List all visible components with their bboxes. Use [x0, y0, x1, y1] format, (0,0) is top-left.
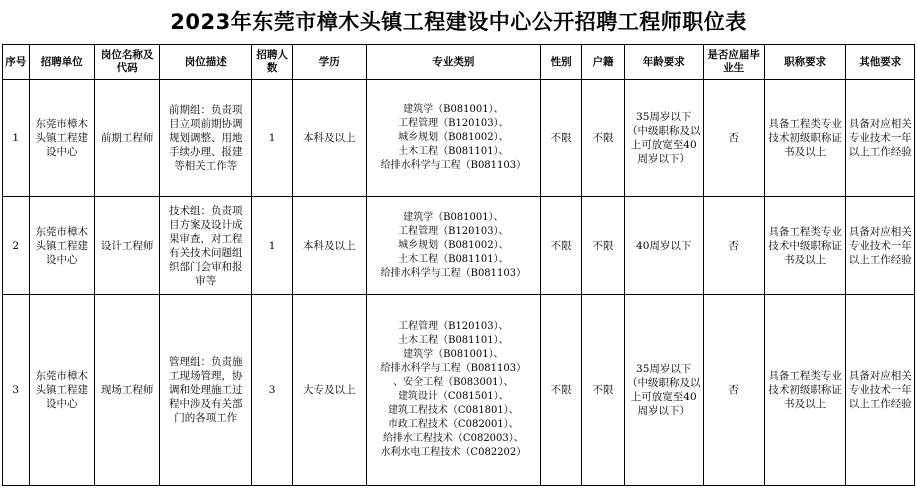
- header-unit: 招聘单位: [29, 45, 94, 80]
- header-age: 年龄要求: [624, 45, 703, 80]
- cell-age: 40周岁以下: [624, 197, 703, 295]
- cell-title-req: 具备工程类专业技术中级职称证书及以上: [764, 197, 846, 295]
- cell-seq: 3: [3, 295, 30, 486]
- cell-age: 35周岁以下（中级职称及以上可放宽至40周岁以下）: [624, 295, 703, 486]
- major-item: 水利水电工程技术（C082202）: [380, 447, 527, 458]
- header-seq: 序号: [3, 45, 30, 80]
- cell-major: [366, 80, 541, 197]
- cell-position: 现场工程师: [94, 295, 159, 486]
- cell-fresh: 否: [703, 197, 764, 295]
- cell-gender: 不限: [541, 295, 582, 486]
- major-item: 、安全工程（B083001）、: [393, 377, 514, 388]
- cell-major: [366, 197, 541, 295]
- major-item: 建筑学（B081001）、: [403, 104, 504, 115]
- header-fresh: 是否应届毕业生: [703, 45, 764, 80]
- major-item: 建筑学（B081001）、: [403, 211, 504, 223]
- cell-other: 具备对应相关专业技术一年以上工作经验: [846, 197, 915, 295]
- cell-desc: 管理组：负责施工现场管理，协调和处理施工过程中涉及有关部门的各项工作: [160, 295, 252, 486]
- cell-count: 1: [252, 80, 293, 197]
- cell-other: 具备对应相关专业技术一年以上工作经验: [846, 80, 915, 197]
- major-item: 建筑设计（C081501）、: [397, 391, 509, 402]
- header-title-req: 职称要求: [764, 45, 846, 80]
- cell-desc: 前期组：负责项目立项前期协调规划调整、用地手续办理、报建等相关工作等: [160, 80, 252, 197]
- cell-edu: 本科及以上: [293, 197, 367, 295]
- header-desc: 岗位描述: [160, 45, 252, 80]
- cell-title-req: 具备工程类专业技术初级职称证书及以上: [764, 295, 846, 486]
- cell-major: [366, 295, 541, 486]
- table-row: [3, 80, 915, 197]
- cell-gender: 不限: [541, 197, 582, 295]
- cell-fresh: 否: [703, 80, 764, 197]
- major-item: 工程管理（B120103）、: [398, 118, 509, 129]
- cell-seq: 1: [3, 80, 30, 197]
- header-row: [3, 45, 915, 80]
- cell-hukou: 不限: [582, 197, 625, 295]
- cell-seq: 2: [3, 197, 30, 295]
- cell-count: 3: [252, 295, 293, 486]
- cell-other: 具备对应相关专业技术一年以上工作经验: [846, 295, 915, 486]
- cell-position: 前期工程师: [94, 80, 159, 197]
- major-item: 建筑学（B081001）、: [403, 349, 504, 360]
- cell-position: 设计工程师: [94, 197, 159, 295]
- page-title: 2023年东莞市樟木头镇工程建设中心公开招聘工程师职位表: [170, 10, 747, 34]
- major-item: 土木工程（B081101）、: [398, 335, 509, 346]
- cell-desc: 技术组：负责项目方案及设计成果审查，对工程有关技术问题组织部门会审和报审等: [160, 197, 252, 295]
- cell-gender: 不限: [541, 80, 582, 197]
- table-row: [3, 197, 915, 295]
- header-major: 专业类别: [366, 45, 541, 80]
- position-table: [2, 44, 915, 486]
- major-item: 市政工程技术（C082001）、: [387, 419, 519, 430]
- cell-unit: 东莞市樟木头镇工程建设中心: [29, 295, 94, 486]
- major-item: 工程管理（B120103）、: [398, 321, 509, 332]
- major-item: 给排水科学与工程（B081103）: [380, 267, 527, 279]
- header-edu: 学历: [293, 45, 367, 80]
- cell-fresh: 否: [703, 295, 764, 486]
- cell-edu: 本科及以上: [293, 80, 367, 197]
- major-item: 城乡规划（B081002）、: [398, 239, 509, 251]
- header-hukou: 户籍: [582, 45, 625, 80]
- cell-hukou: 不限: [582, 80, 625, 197]
- cell-count: 1: [252, 197, 293, 295]
- header-position: 岗位名称及代码: [94, 45, 159, 80]
- cell-age: 35周岁以下（中级职称及以上可放宽至40周岁以下）: [624, 80, 703, 197]
- header-gender: 性别: [541, 45, 582, 80]
- header-count: 招聘人数: [252, 45, 293, 80]
- major-item: 工程管理（B120103）、: [398, 225, 509, 237]
- cell-edu: 大专及以上: [293, 295, 367, 486]
- major-item: 土木工程（B081101）、: [398, 253, 509, 265]
- header-other: 其他要求: [846, 45, 915, 80]
- major-item: 给排水工程技术（C082003）、: [382, 433, 524, 444]
- major-item: 城乡规划（B081002）、: [398, 132, 509, 143]
- major-item: 给排水科学与工程（B081103）: [380, 160, 527, 171]
- cell-unit: 东莞市樟木头镇工程建设中心: [29, 80, 94, 197]
- cell-hukou: 不限: [582, 295, 625, 486]
- cell-title-req: 具备工程类专业技术初级职称证书及以上: [764, 80, 846, 197]
- major-item: 土木工程（B081101）、: [398, 146, 509, 157]
- table-row: [3, 295, 915, 486]
- major-item: 给排水科学与工程（B081103）: [380, 363, 527, 374]
- major-item: 建筑工程技术（C081801）、: [387, 405, 519, 416]
- cell-unit: 东莞市樟木头镇工程建设中心: [29, 197, 94, 295]
